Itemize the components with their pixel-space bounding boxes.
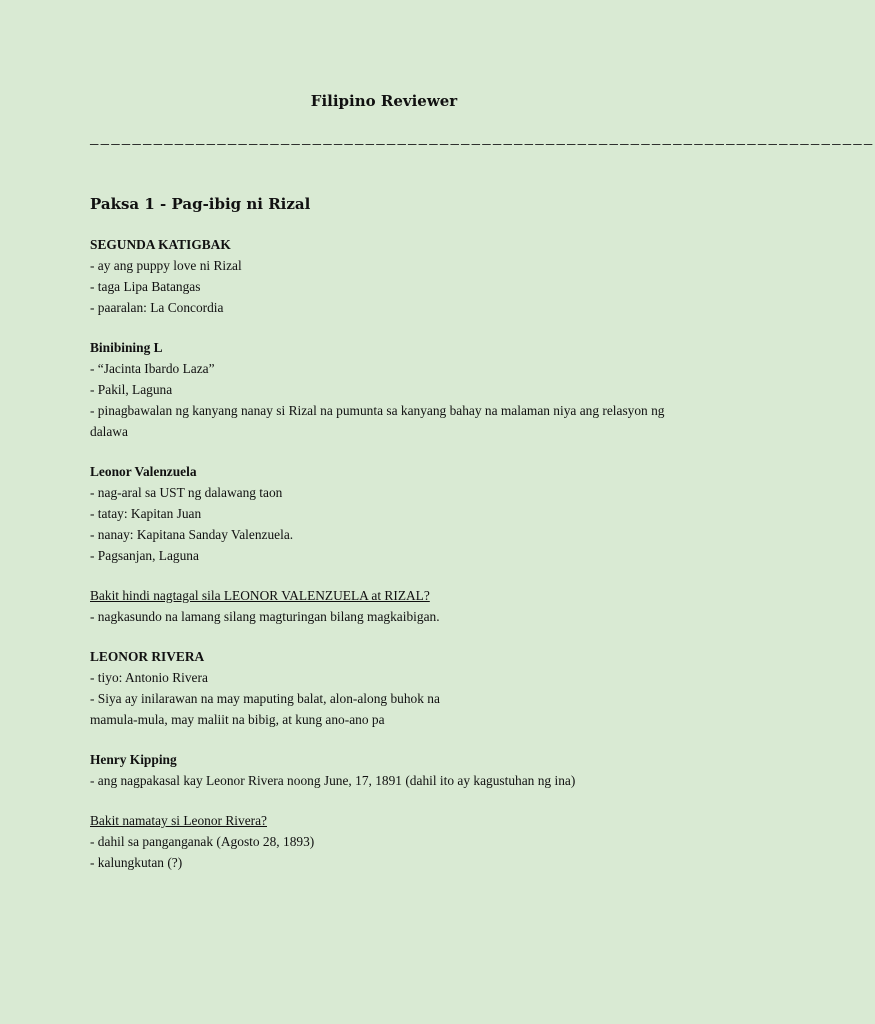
topic-heading: Paksa 1 - Pag-ibig ni Rizal <box>90 195 311 213</box>
bullet-line: - Pagsanjan, Laguna <box>90 548 199 563</box>
question-heading: Bakit namatay si Leonor Rivera? <box>90 813 267 828</box>
bullet-line: - nanay: Kapitana Sanday Valenzuela. <box>90 527 294 542</box>
bullet-line: - nagkasundo na lamang silang magturingan bilang magkaibigan. <box>90 609 440 624</box>
bullet-line: - paaralan: La Concordia <box>90 300 224 315</box>
section-heading: Binibining L <box>90 340 163 355</box>
section-henry-kipping <box>90 749 690 791</box>
bullet-line: - pinagbawalan ng kanyang nanay si Rizal na pumunta sa kanyang bahay na malaman niya ang relasyon ng <box>90 403 665 418</box>
section-heading: LEONOR RIVERA <box>90 649 205 664</box>
bullet-line: mamula-mula, may maliit na bibig, at kung ano-ano pa <box>90 712 385 727</box>
bullet-line: - nag-aral sa UST ng dalawang taon <box>90 485 283 500</box>
bullet-line: - dahil sa panganganak (Agosto 28, 1893) <box>90 834 315 849</box>
section-question-rivera <box>90 810 690 873</box>
bullet-line: - tatay: Kapitan Juan <box>90 506 202 521</box>
section-heading: SEGUNDA KATIGBAK <box>90 237 231 252</box>
bullet-line: - kalungkutan (?) <box>90 855 183 870</box>
bullet-line: - Siya ay inilarawan na may maputing balat, alon-along buhok na <box>90 691 440 706</box>
bullet-line: - taga Lipa Batangas <box>90 279 201 294</box>
section-leonor-rivera <box>90 646 690 730</box>
section-heading: Leonor Valenzuela <box>90 464 197 479</box>
bullet-line: - ang nagpakasal kay Leonor Rivera noong June, 17, 1891 (dahil ito ay kagustuhan ng ina) <box>90 773 576 788</box>
question-heading: Bakit hindi nagtagal sila LEONOR VALENZUELA at RIZAL? <box>90 588 430 603</box>
section-leonor-valenzuela <box>90 461 690 566</box>
divider-line: —————————————————————————————————————————————————————————————————————————— <box>90 137 875 153</box>
document-body <box>90 193 690 892</box>
section-heading: Henry Kipping <box>90 752 177 767</box>
section-segunda-katigbak <box>90 234 690 318</box>
bullet-line: - tiyo: Antonio Rivera <box>90 670 208 685</box>
section-binibining-l <box>90 337 690 442</box>
bullet-line: dalawa <box>90 424 128 439</box>
bullet-line: - ay ang puppy love ni Rizal <box>90 258 242 273</box>
section-question-valenzuela <box>90 585 690 627</box>
bullet-line: - Pakil, Laguna <box>90 382 173 397</box>
document-title: Filipino Reviewer <box>310 92 458 110</box>
bullet-line: - “Jacinta Ibardo Laza” <box>90 361 215 376</box>
